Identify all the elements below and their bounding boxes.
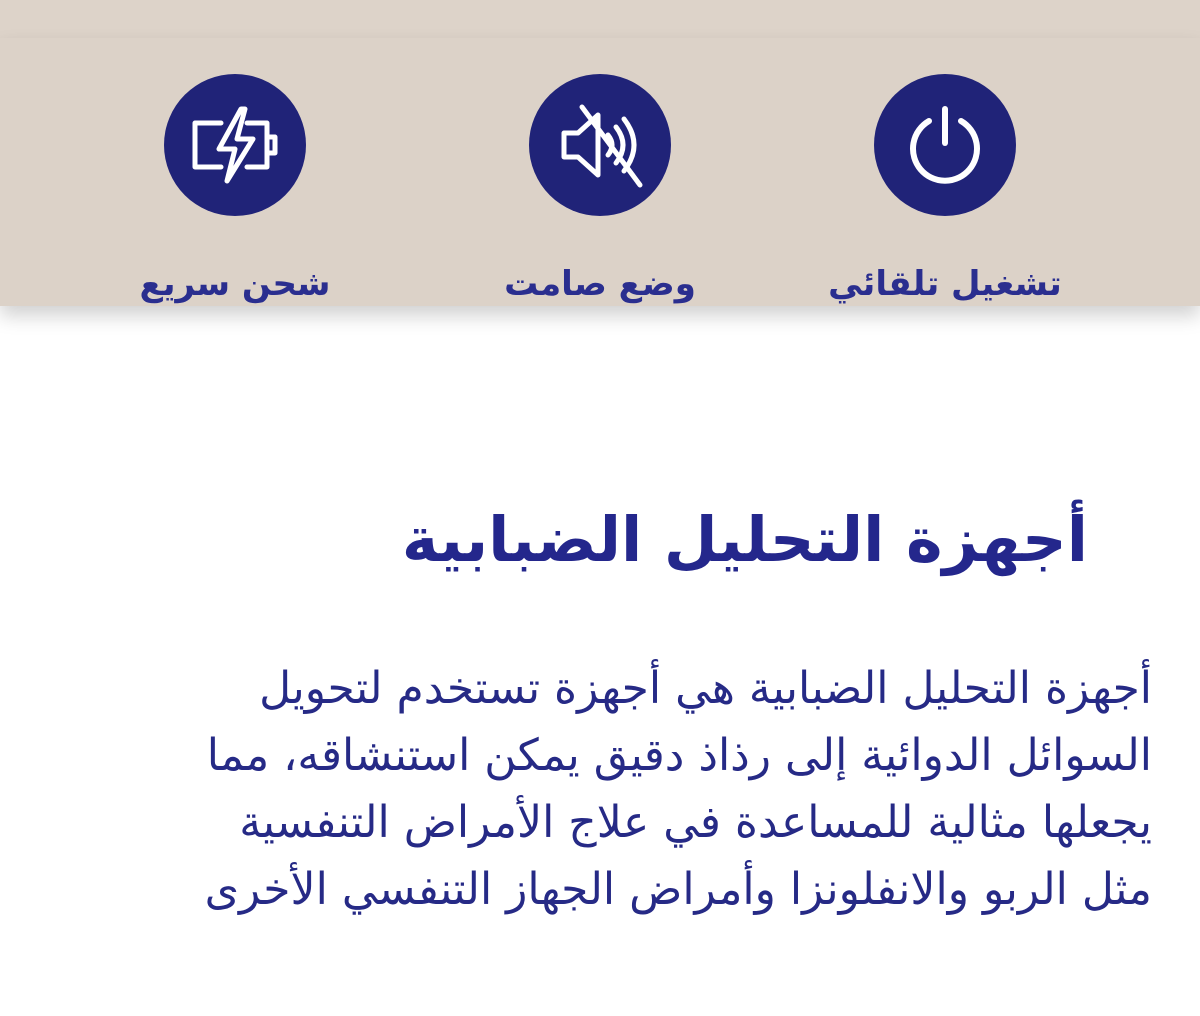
features-band — [0, 38, 1200, 306]
power-icon — [874, 74, 1016, 216]
feature-label: وضع صامت — [504, 264, 696, 304]
description-line: السوائل الدوائية إلى رذاذ دقيق يمكن استنشاقه، مما — [206, 730, 1152, 781]
description — [40, 655, 1152, 923]
description-line: يجعلها مثالية للمساعدة في علاج الأمراض التنفسية — [239, 797, 1152, 848]
feature-auto-power — [785, 74, 1105, 304]
page-title: أجهزة التحليل الضبابية — [401, 503, 1088, 576]
battery-charging-icon — [164, 74, 306, 216]
speaker-mute-icon — [529, 74, 671, 216]
feature-silent-mode — [440, 74, 760, 304]
feature-fast-charge — [75, 74, 395, 304]
feature-label: شحن سريع — [139, 264, 331, 304]
description-line: مثل الربو والانفلونزا وأمراض الجهاز التنفسي الأخرى — [204, 864, 1152, 915]
feature-label: تشغيل تلقائي — [828, 264, 1062, 304]
description-line: أجهزة التحليل الضبابية هي أجهزة تستخدم لتحويل — [259, 663, 1152, 714]
